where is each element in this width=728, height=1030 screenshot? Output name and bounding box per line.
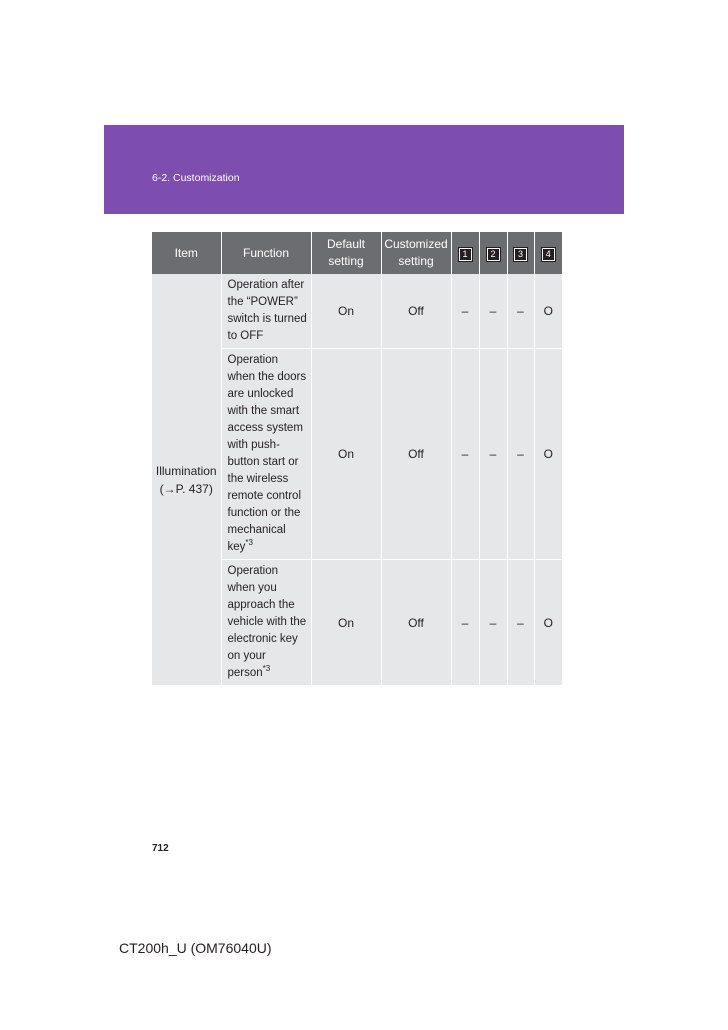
default-setting-cell: On: [311, 349, 381, 560]
header-col-2: [479, 232, 507, 274]
header-col-4: [534, 232, 562, 274]
function-cell: [221, 349, 311, 560]
chapter-header-band: [104, 125, 624, 214]
method-1-cell: –: [451, 274, 479, 349]
method-4-cell: O: [534, 349, 562, 560]
header-col-1: [451, 232, 479, 274]
method-2-cell: –: [479, 560, 507, 686]
footnote-marker: *3: [245, 538, 253, 548]
page-number: 712: [152, 843, 169, 854]
default-setting-cell: On: [311, 560, 381, 686]
table-row: [152, 274, 562, 349]
method-2-cell: –: [479, 274, 507, 349]
header-customized-setting: [381, 232, 451, 274]
header-item: Item: [152, 232, 221, 274]
method-3-cell: –: [507, 349, 534, 560]
section-title: 6-2. Customization: [152, 172, 240, 184]
method-2-cell: –: [479, 349, 507, 560]
customization-table: [152, 232, 562, 686]
customized-setting-cell: Off: [381, 560, 451, 686]
number-box-3: 3: [514, 248, 527, 261]
item-name: Illumination: [155, 463, 217, 478]
header-default-line2: setting: [328, 254, 364, 268]
method-3-cell: –: [507, 274, 534, 349]
footer-document-code: CT200h_U (OM76040U): [119, 940, 272, 956]
item-page-ref: (→P. 437): [159, 481, 213, 496]
function-cell: Operation after the “POWER” switch is turned to OFF: [221, 274, 311, 349]
method-1-cell: –: [451, 349, 479, 560]
function-text: Operation when the doors are unlocked with the smart access system with push-button start or the wireless remote control function or the mechanical key: [227, 354, 307, 553]
function-text: Operation when you approach the vehicle with the electronic key on your person: [227, 565, 307, 679]
number-box-1: 1: [459, 248, 472, 261]
table-header-row: [152, 232, 562, 274]
function-cell: [221, 560, 311, 686]
header-function: Function: [221, 232, 311, 274]
number-box-4: 4: [542, 248, 555, 261]
header-default-line1: Default: [326, 237, 366, 251]
header-default-setting: [311, 232, 381, 274]
header-col-3: [507, 232, 534, 274]
method-4-cell: O: [534, 274, 562, 349]
customized-setting-cell: Off: [381, 349, 451, 560]
footnote-marker: *3: [262, 664, 271, 674]
method-3-cell: –: [507, 560, 534, 686]
method-4-cell: O: [534, 560, 562, 686]
customized-setting-cell: Off: [381, 274, 451, 349]
item-cell: [152, 274, 221, 686]
header-customized-line1: Customized: [384, 237, 448, 251]
default-setting-cell: On: [311, 274, 381, 349]
number-box-2: 2: [487, 248, 500, 261]
method-1-cell: –: [451, 560, 479, 686]
header-customized-line2: setting: [398, 254, 434, 268]
